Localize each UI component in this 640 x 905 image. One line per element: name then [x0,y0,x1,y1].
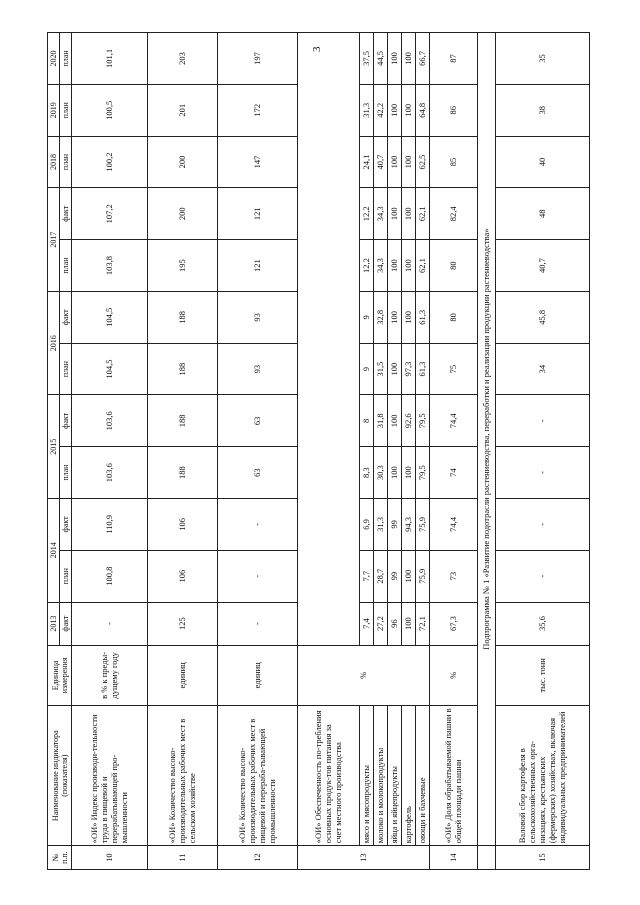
value-cell: 31,5 [374,343,388,395]
value-cell: 188 [148,291,218,343]
value-cell: 100 [402,33,416,85]
value-cell: - [496,447,590,499]
header-fact: факт [60,602,72,645]
row-number: 11 [148,846,218,870]
value-cell: 9 [360,343,374,395]
header-fact: факт [60,395,72,447]
value-cell: 79,5 [416,447,430,499]
value-cell: 34,3 [374,188,388,240]
value-cell: 27,2 [374,602,388,645]
table-row [478,33,496,870]
indicator-subitem: овощи и бахчевые [416,706,430,846]
table-row [72,33,148,870]
value-cell: 9 [360,291,374,343]
table-row [496,33,590,870]
header-year-2013: 2013 [48,602,60,645]
unit-cell: в % к преды-дущему году [72,645,148,705]
value-cell: 201 [148,84,218,136]
page-number: 3 [311,46,323,52]
value-cell: 74,4 [430,395,478,447]
header-year-2016: 2016 [48,291,60,395]
value-cell: 100 [402,602,416,645]
value-cell: 100,2 [72,136,148,188]
value-cell: 103,6 [72,395,148,447]
value-cell: 61,3 [416,291,430,343]
header-year-2019: 2019 [48,84,60,136]
value-cell: 100 [402,550,416,602]
header-plan: план [60,447,72,499]
row-number: 12 [218,846,298,870]
value-cell: 6,9 [360,499,374,551]
value-cell: 100 [402,291,416,343]
header-fact: факт [60,499,72,551]
value-cell: - [496,395,590,447]
value-cell: 100,5 [72,84,148,136]
header-year-2017: 2017 [48,188,60,292]
value-cell: 66,7 [416,33,430,85]
row-number: 10 [72,846,148,870]
value-cell: 31,8 [374,395,388,447]
value-cell: 100 [388,188,402,240]
value-cell: 99 [388,499,402,551]
value-cell: 42,2 [374,84,388,136]
value-cell: 100 [388,33,402,85]
value-cell: 72,1 [416,602,430,645]
value-cell: 100 [402,84,416,136]
table-row [148,33,218,870]
header-plan: план [60,136,72,188]
value-cell: 31,3 [360,84,374,136]
value-cell: 44,5 [374,33,388,85]
value-cell: 200 [148,188,218,240]
value-cell: 188 [148,395,218,447]
value-cell: 106 [148,550,218,602]
table-row [402,33,416,870]
value-cell: 80 [430,291,478,343]
value-cell: 100,8 [72,550,148,602]
value-cell: 12,2 [360,188,374,240]
value-cell: 31,3 [374,499,388,551]
value-cell: 37,5 [360,33,374,85]
header-unit: Единица измерения [48,645,72,705]
value-cell: 87 [430,33,478,85]
value-cell: 12,2 [360,240,374,292]
value-cell: 110,9 [72,499,148,551]
indicator-subitem: яйца и яйцепродукты [388,706,402,846]
value-cell: 34,3 [374,240,388,292]
table-row [416,33,430,870]
value-cell: 100 [388,343,402,395]
value-cell: 40,7 [374,136,388,188]
value-cell: 197 [218,33,298,85]
indicator-subitem: молоко и молокопродукты [374,706,388,846]
header-plan: план [60,84,72,136]
value-cell: 99 [388,550,402,602]
value-cell: 28,7 [374,550,388,602]
indicator-subitem: картофель [402,706,416,846]
table-row [388,33,402,870]
value-cell: 101,1 [72,33,148,85]
value-cell: 79,5 [416,395,430,447]
value-cell: 106 [148,499,218,551]
value-cell: 8,3 [360,447,374,499]
value-cell: 7,4 [360,602,374,645]
value-cell: 100 [402,136,416,188]
indicator-subitem: мясо и мясопродукты [360,706,374,846]
unit-cell: тыс. тонн [496,645,590,705]
value-cell: 188 [148,447,218,499]
header-plan: план [60,343,72,395]
value-cell: 125 [148,602,218,645]
empty-cell [478,846,496,870]
header-year-2020: 2020 [48,33,60,85]
value-cell: 35 [496,33,590,85]
value-cell: 86 [430,84,478,136]
indicators-table [47,32,590,870]
header-fact: факт [60,188,72,240]
value-cell: - [218,550,298,602]
value-cell: 32,8 [374,291,388,343]
indicator-name: «ОИ» Индекс производи-тельности труда в пищевой и перерабатывающей про-мышленности [72,706,148,846]
value-cell: 96 [388,602,402,645]
value-cell: 35,6 [496,602,590,645]
value-cell: - [496,550,590,602]
value-cell: 48 [496,188,590,240]
value-cell: - [218,499,298,551]
unit-cell: единиц [218,645,298,705]
value-cell: 74 [430,447,478,499]
value-cell: 38 [496,84,590,136]
header-fact: факт [60,291,72,343]
value-cell: 62,1 [416,188,430,240]
value-cell: 8 [360,395,374,447]
header-plan: план [60,240,72,292]
value-cell: 40,7 [496,240,590,292]
unit-cell: % [298,645,430,705]
value-cell: 195 [148,240,218,292]
indicator-name: Валовой сбор картофеля в сельскохозяйственных орга-низациях, крестьянских (фермерских) хозяйствах, включая индивидуальных предпринимателей [496,706,590,846]
value-cell: 82,4 [430,188,478,240]
value-cell: 73 [430,550,478,602]
table-row [218,33,298,870]
value-cell: - [496,499,590,551]
value-cell: 64,8 [416,84,430,136]
value-cell: - [218,602,298,645]
value-cell: 63 [218,395,298,447]
value-cell: 40 [496,136,590,188]
value-cell: 61,3 [416,343,430,395]
value-cell: 100 [388,291,402,343]
value-cell: 63 [218,447,298,499]
value-cell: 100 [388,447,402,499]
value-cell: 93 [218,343,298,395]
value-cell: 75 [430,343,478,395]
value-cell: 30,3 [374,447,388,499]
header-year-2014: 2014 [48,499,60,603]
empty-cells [298,33,360,646]
table-row [360,33,374,870]
value-cell: 93 [218,291,298,343]
value-cell: 45,8 [496,291,590,343]
unit-cell: % [430,645,478,705]
row-number: 13 [298,846,430,870]
value-cell: 7,7 [360,550,374,602]
value-cell: 94,3 [402,499,416,551]
header-name: Наименование индикатора (показателя) [48,706,72,846]
value-cell: 85 [430,136,478,188]
value-cell: 34 [496,343,590,395]
indicator-name: «ОИ» Обеспеченность по-требления основных продук-тов питания за счет местного производства [298,706,360,846]
value-cell: 100 [402,188,416,240]
value-cell: 203 [148,33,218,85]
value-cell: 97,3 [402,343,416,395]
value-cell: 24,1 [360,136,374,188]
value-cell: - [72,602,148,645]
row-number: 15 [496,846,590,870]
value-cell: 103,8 [72,240,148,292]
value-cell: 107,2 [72,188,148,240]
indicator-name: «ОИ» Количество высоко-производительных рабочих мест в пищевой и перераба-тывающей промышленности [218,706,298,846]
value-cell: 67,3 [430,602,478,645]
value-cell: 103,6 [72,447,148,499]
table-row [374,33,388,870]
value-cell: 121 [218,188,298,240]
value-cell: 100 [388,136,402,188]
value-cell: 92,6 [402,395,416,447]
value-cell: 188 [148,343,218,395]
table-row [430,33,478,870]
value-cell: 75,9 [416,499,430,551]
value-cell: 147 [218,136,298,188]
value-cell: 200 [148,136,218,188]
unit-cell: единиц [148,645,218,705]
value-cell: 172 [218,84,298,136]
value-cell: 74,4 [430,499,478,551]
value-cell: 100 [402,240,416,292]
subprogram-heading: Подпрограмма № 1 «Развитие подотрасли растениеводства, переработки и реализации продукции растениеводства» [478,33,496,846]
row-number: 14 [430,846,478,870]
value-cell: 100 [388,395,402,447]
header-year-2018: 2018 [48,136,60,188]
value-cell: 62,1 [416,240,430,292]
value-cell: 100 [402,447,416,499]
value-cell: 121 [218,240,298,292]
header-plan: план [60,33,72,85]
indicator-name: «ОИ» Доля обрабатываемой пашни в общей площади пашни [430,706,478,846]
value-cell: 100 [388,240,402,292]
value-cell: 100 [388,84,402,136]
value-cell: 62,5 [416,136,430,188]
header-year-2015: 2015 [48,395,60,499]
rotated-table-area [25,20,625,880]
value-cell: 80 [430,240,478,292]
header-no: № п.п. [48,846,72,870]
value-cell: 104,5 [72,291,148,343]
header-plan: план [60,550,72,602]
value-cell: 104,5 [72,343,148,395]
table-row [298,33,360,870]
table-header [48,33,72,870]
value-cell: 75,9 [416,550,430,602]
indicator-name: «ОИ» Количество высоко-производительных рабочих мест в сельском хозяйстве [148,706,218,846]
